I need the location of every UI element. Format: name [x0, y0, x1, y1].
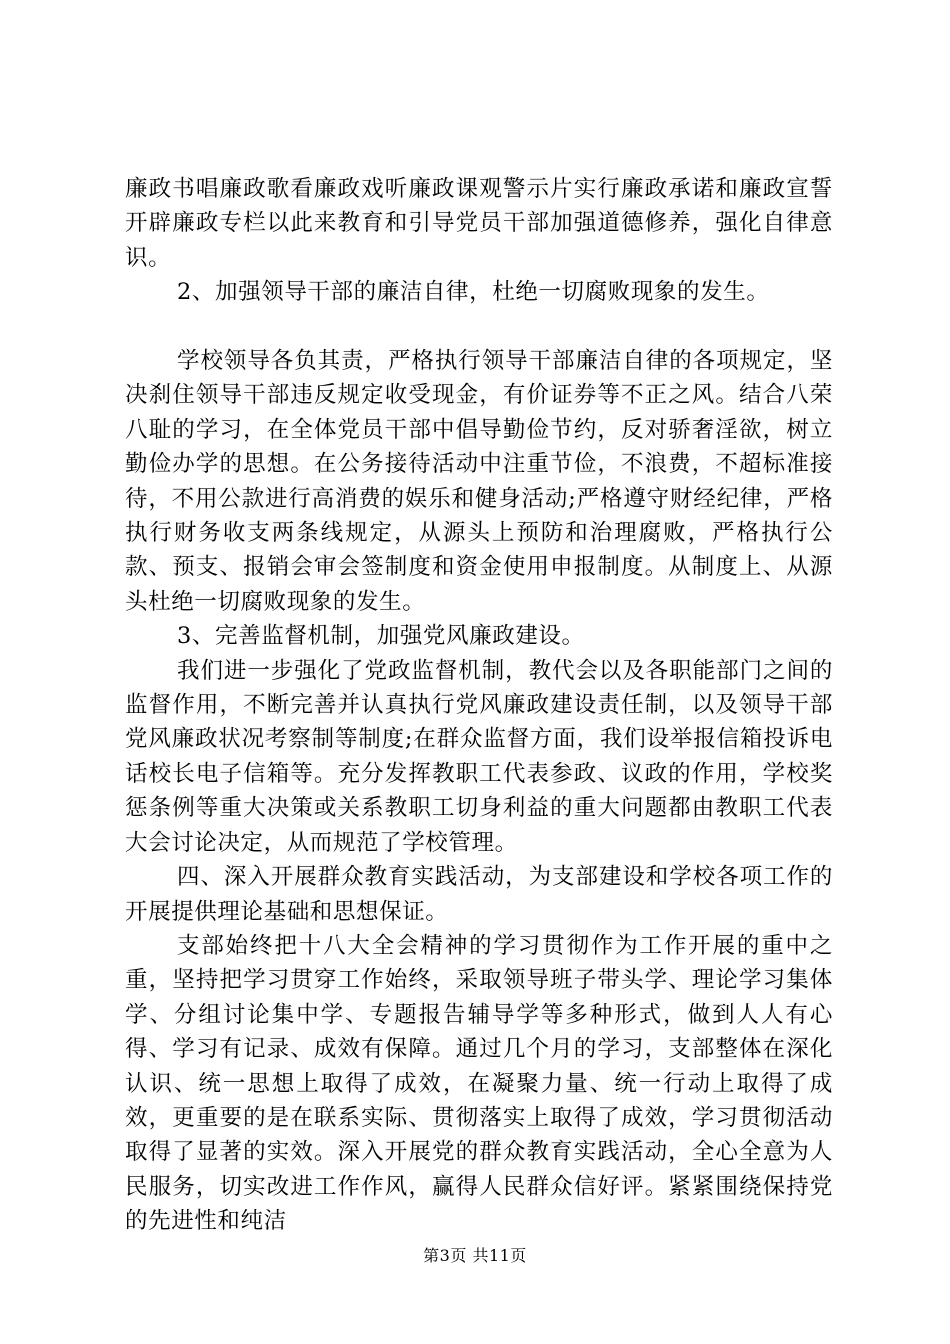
document-body — [125, 172, 833, 1239]
section-heading-4: 四、深入开展群众教育实践活动，为支部建设和学校各项工作的开展提供理论基础和思想保证。 — [125, 864, 833, 925]
section-heading-3: 3、完善监督机制，加强党风廉政建设。 — [177, 623, 585, 650]
section-heading-2: 2、加强领导干部的廉洁自律，杜绝一切腐败现象的发生。 — [177, 279, 770, 306]
paragraph-study: 支部始终把十八大全会精神的学习贯彻作为工作开展的重中之重，坚持把学习贯穿工作始终，采取领导班子带头学、理论学习集体学、分组讨论集中学、专题报告辅导学等多种形式，做到人人有心得、学习有记录、成效有保障。通过几个月的学习，支部整体在深化认识、统一思想上取得了成效，在凝聚力量、统一行动上取得了成效，更重要的是在联系实际、贯彻落实上取得了成效，学习贯彻活动取得了显著的实效。深入开展党的群众教育实践活动，全心全意为人民服务，切实改进工作作风，赢得人民群众信好评。紧紧围绕保持党的先进性和纯洁 — [125, 932, 833, 1235]
page-footer — [0, 1246, 950, 1266]
paragraph-leadership: 学校领导各负其责，严格执行领导干部廉洁自律的各项规定，坚决刹住领导干部违反规定收受现金，有价证券等不正之风。结合八荣八耻的学习，在全体党员干部中倡导勤俭节约，反对骄奢淫欲，树立勤俭办学的思想。在公务接待活动中注重节俭，不浪费，不超标准接待，不用公款进行高消费的娱乐和健身活动;严格遵守财经纪律，严格执行财务收支两条线规定，从源头上预防和治理腐败，严格执行公款、预支、报销会审会签制度和资金使用申报制度。从制度上、从源头杜绝一切腐败现象的发生。 — [125, 348, 833, 615]
paragraph-continuation: 廉政书唱廉政歌看廉政戏听廉政课观警示片实行廉政承诺和廉政宣誓开辟廉政专栏以此来教育和引导党员干部加强道德修养，强化自律意识。 — [125, 176, 833, 271]
paragraph-supervision: 我们进一步强化了党政监督机制，教代会以及各职能部门之间的监督作用，不断完善并认真执行党风廉政建设责任制，以及领导干部党风廉政状况考察制等制度;在群众监督方面，我们设举报信箱投诉电话校长电子信箱等。充分发挥教职工代表参政、议政的作用，学校奖惩条例等重大决策或关系教职工切身利益的重大问题都由教职工代表大会讨论决定，从而规范了学校管理。 — [125, 657, 833, 856]
page-number-label: 第3页 共11页 — [423, 1246, 527, 1265]
